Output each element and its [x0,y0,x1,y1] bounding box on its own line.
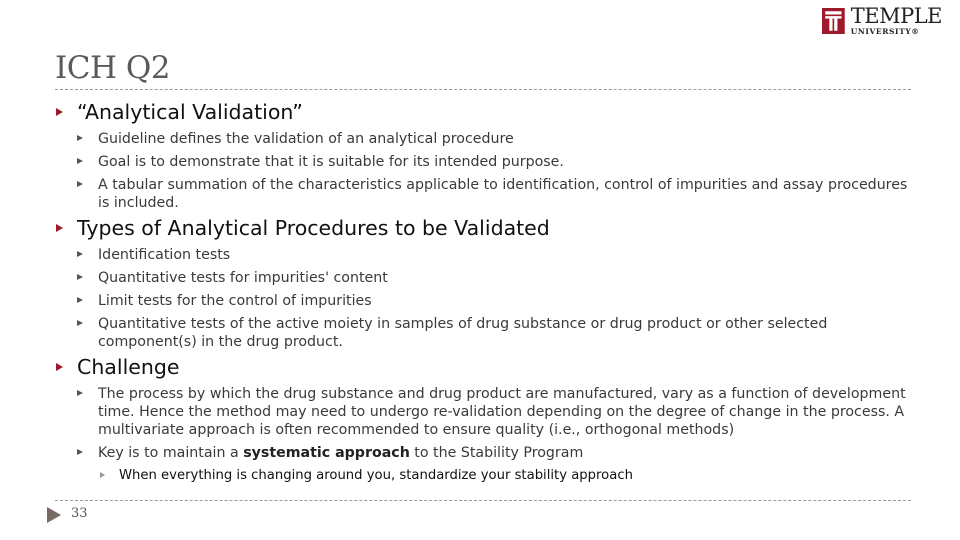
bullet-icon [56,108,63,116]
bullet-icon [77,251,83,257]
list-item: Quantitative tests of the active moiety in samples of drug substance or drug product or other selected component(s) in the drug product. [55,315,920,351]
list-item: A tabular summation of the characteristics applicable to identification, control of impurities and assay procedures is included. [55,176,920,212]
section-heading-procedure-types: Types of Analytical Procedures to be Validated [55,216,920,241]
list-item: Identification tests [55,246,920,264]
footer-divider [55,500,911,501]
list-item: Quantitative tests for impurities' content [55,269,920,287]
logo-wordmark: TEMPLE [850,4,942,29]
section-heading-analytical-validation: “Analytical Validation” [55,100,920,125]
section-heading-challenge: Challenge [55,355,920,380]
title-divider [55,89,911,90]
bullet-icon [77,449,83,455]
list-item: The process by which the drug substance and drug product are manufactured, vary as a function of development time. Hence the method may need to undergo re-validation depending on the degree of change in the process. A multivariate approach is often recommended to ensure quality (i.e., orthogonal methods) [55,385,920,439]
bullet-icon [77,390,83,396]
list-item: Guideline defines the validation of an analytical procedure [55,130,920,148]
bullet-icon [77,158,83,164]
emphasis-text: systematic approach [243,445,410,461]
play-triangle-icon [47,507,61,523]
bullet-icon [77,135,83,141]
bullet-icon [56,363,63,371]
bullet-icon [77,181,83,187]
temple-university-logo [822,4,942,38]
bullet-icon [77,297,83,303]
list-item: Limit tests for the control of impurities [55,292,920,310]
logo-subtitle: UNIVERSITY® [850,27,920,37]
page-number: 33 [71,506,88,521]
temple-t-logo-icon [822,5,845,37]
slide-title: ICH Q2 [55,50,170,86]
bullet-icon [77,274,83,280]
bullet-icon [100,472,105,478]
list-item: Goal is to demonstrate that it is suitable for its intended purpose. [55,153,920,171]
list-item-key: Key is to maintain a systematic approach to the Stability Program [55,444,920,462]
slide-content [55,100,920,484]
bullet-icon [56,224,63,232]
sub-list-item: When everything is changing around you, standardize your stability approach [55,467,920,484]
bullet-icon [77,320,83,326]
